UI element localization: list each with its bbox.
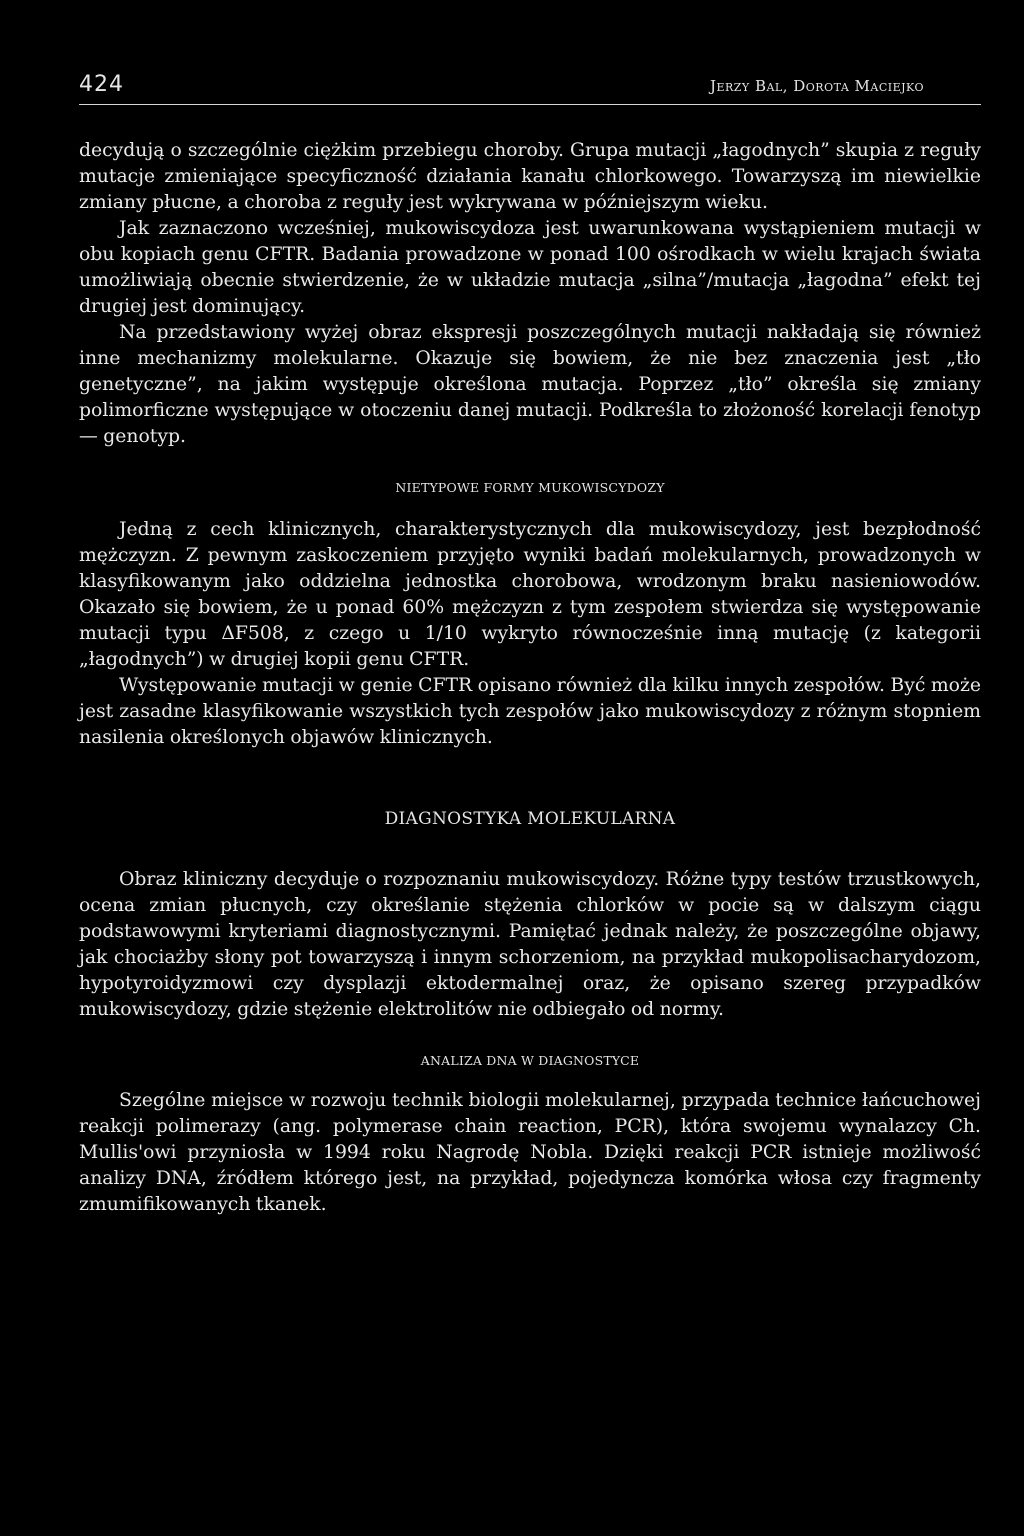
page-header <box>79 72 981 105</box>
section-heading-atypical-forms: NIETYPOWE FORMY MUKOWISCYDOZY <box>395 480 665 495</box>
paragraph: Jak zaznaczono wcześniej, mukowiscydoza jest uwarunkowana wystąpieniem mutacji w obu kopiach genu CFTR. Badania prowadzone w ponad 100 ośrodkach w wielu krajach świata umożliwiają obecnie stwierdzenie, że w układzie mutacja „silna”/mutacja „łagodna” efekt tej drugiej jest dominujący. <box>79 218 981 317</box>
body-text <box>79 138 981 1218</box>
paragraph: Szególne miejsce w rozwoju technik biologii molekularnej, przypada technice łańcuchowej reakcji polimerazy (ang. polymerase chain reaction, PCR), która swojemu wynalazcy Ch. Mullis'owi przyniosła w 1994 roku Nagrodę Nobla. Dzięki reakcji PCR istnieje możliwość analizy DNA, źródłem którego jest, na przykład, pojedyncza komórka włosa czy fragmenty zmumifikowanych tkanek. <box>79 1090 981 1215</box>
section-heading-molecular-diagnostics: DIAGNOSTYKA MOLEKULARNA <box>384 809 676 829</box>
paragraph: decydują o szczególnie ciężkim przebiegu choroby. Grupa mutacji „łagodnych” skupia z reguły mutacje zmieniające specyficzność działania kanału chlorkowego. Towarzyszą im niewielkie zmiany płucne, a choroba z reguły jest wykrywana w późniejszym wieku. <box>79 140 981 213</box>
page-number: 424 <box>79 72 124 97</box>
paragraph: Jedną z cech klinicznych, charakterystycznych dla mukowiscydozy, jest bezpłodność mężczyzn. Z pewnym zaskoczeniem przyjęto wyniki badań molekularnych, prowadzonych w klasyfikowanym jako oddzielna jednostka chorobowa, wrodzonym braku nasieniowodów. Okazało się bowiem, że u ponad 60% mężczyzn z tym zespołem stwierdza się występowanie mutacji typu ΔF508, z czego u 1/10 wykryto równocześnie inną mutację (z kategorii „łagodnych”) w drugiej kopii genu CFTR. <box>79 519 981 670</box>
section-heading-dna-analysis: ANALIZA DNA W DIAGNOSTYCE <box>420 1053 640 1068</box>
paragraph: Występowanie mutacji w genie CFTR opisano również dla kilku innych zespołów. Być może jest zasadne klasyfikowanie wszystkich tych zespołów jako mukowiscydozy z różnym stopniem nasilenia określonych objawów klinicznych. <box>79 675 981 748</box>
paragraph: Na przedstawiony wyżej obraz ekspresji poszczególnych mutacji nakładają się również inne mechanizmy molekularne. Okazuje się bowiem, że nie bez znaczenia jest „tło genetyczne”, na jakim występuje określona mutacja. Poprzez „tło” określa się zmiany polimorficzne występujące w otoczeniu danej mutacji. Podkreśla to złożoność korelacji fenotyp — genotyp. <box>79 322 981 447</box>
paragraph: Obraz kliniczny decyduje o rozpoznaniu mukowiscydozy. Różne typy testów trzustkowych, ocena zmian płucnych, czy określanie stężenia chlorków w pocie są w dalszym ciągu podstawowymi kryteriami diagnostycznymi. Pamiętać jednak należy, że poszczególne objawy, jak chociażby słony pot towarzyszą i innym schorzeniom, na przykład mukopolisacharydozom, hypotyroidyzmowi czy dysplazji ektodermalnej oraz, że opisano szereg przypadków mukowiscydozy, gdzie stężenie elektrolitów nie odbiegało od normy. <box>79 869 981 1020</box>
running-head: Jerzy Bal, Dorota Maciejko <box>709 77 924 95</box>
book-page <box>79 72 981 1218</box>
